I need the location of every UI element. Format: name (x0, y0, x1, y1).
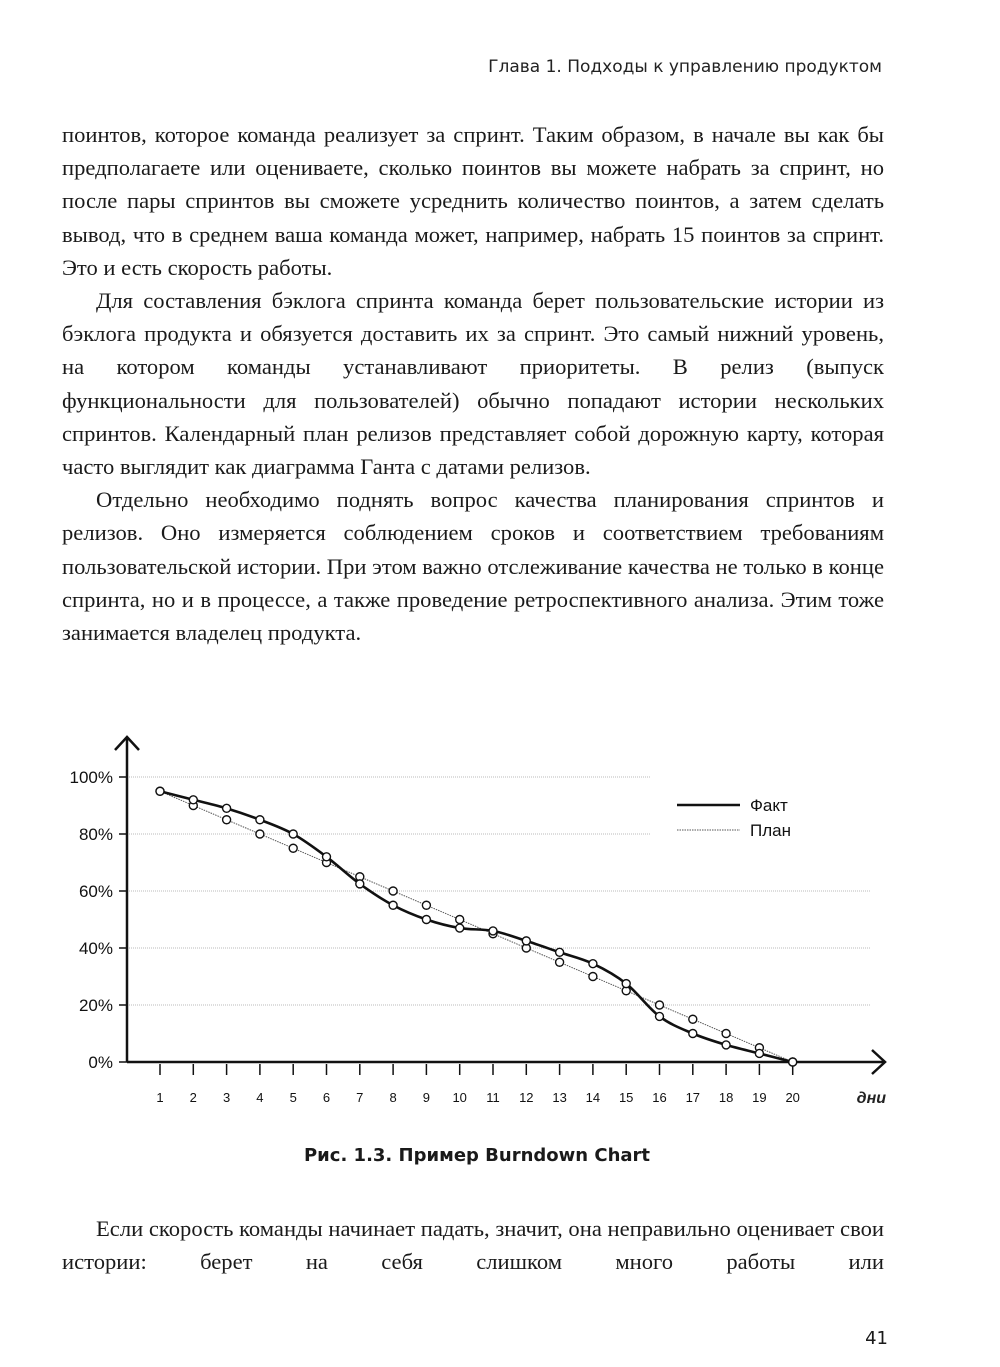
data-point-plan (389, 887, 397, 895)
data-point-fact (589, 960, 597, 968)
data-point-fact (256, 816, 264, 824)
x-tick-label: 11 (486, 1090, 500, 1105)
data-point-fact (489, 927, 497, 935)
legend (677, 796, 791, 840)
data-point-plan (722, 1030, 730, 1038)
x-tick-label: 15 (618, 1090, 634, 1105)
data-point-plan (556, 958, 564, 966)
data-point-plan (223, 816, 231, 824)
y-tick-label: 100% (69, 768, 113, 787)
running-head: Глава 1. Подходы к управлению продуктом (488, 57, 882, 77)
data-point-fact (156, 787, 164, 795)
y-tick-label: 80% (78, 825, 113, 844)
x-tick-label: 8 (389, 1090, 397, 1105)
x-tick-label: 7 (356, 1090, 364, 1105)
data-point-plan (289, 844, 297, 852)
axes (115, 737, 885, 1074)
legend-label-plan: План (750, 821, 791, 840)
page-number: 41 (865, 1328, 888, 1349)
data-point-plan (589, 973, 597, 981)
data-point-fact (456, 924, 464, 932)
data-point-fact (389, 901, 397, 909)
x-tick-label: 18 (718, 1090, 734, 1105)
data-point-fact (289, 830, 297, 838)
x-tick-label: 5 (289, 1090, 297, 1105)
data-point-fact (323, 853, 331, 861)
x-tick-label: 2 (189, 1090, 197, 1105)
data-point-plan (456, 916, 464, 924)
series-line-plan (160, 791, 793, 1062)
data-point-fact (722, 1041, 730, 1049)
data-point-fact (789, 1058, 797, 1066)
x-tick-label: 14 (585, 1090, 601, 1105)
data-point-plan (422, 901, 430, 909)
paragraph: Отдельно необходимо поднять вопрос качества планирования спринтов и релизов. Оно измеряется соблюдением сроков и соответствием требованиям пользовательской истории. При этом важно отслеживание качества не только в конце спринта, но и в процессе, а также проведение ретроспективного анализа. Этим тоже занимается владелец продукта. (62, 487, 884, 646)
data-point-fact (689, 1030, 697, 1038)
y-tick-label: 40% (78, 939, 113, 958)
data-point-fact (422, 916, 430, 924)
x-tick-label: 19 (752, 1090, 767, 1105)
x-tick-label: 4 (256, 1090, 264, 1105)
data-point-fact (622, 980, 630, 988)
paragraph: Если скорость команды начинает падать, значит, она неправильно оценивает свои истории: берет на себя слишком много работы или (62, 1216, 884, 1275)
x-tick-label: 12 (519, 1090, 534, 1105)
data-point-fact (189, 796, 197, 804)
x-tick-label: 16 (652, 1090, 667, 1105)
data-point-plan (256, 830, 264, 838)
x-tick-label: 3 (222, 1090, 231, 1105)
legend-label-fact: Факт (750, 796, 788, 815)
x-tick-label: 6 (322, 1090, 331, 1105)
data-point-plan (656, 1001, 664, 1009)
x-tick-label: 1 (156, 1090, 164, 1105)
figure-caption: Рис. 1.3. Пример Burndown Chart (303, 1145, 651, 1166)
x-tick-label: 20 (785, 1090, 800, 1105)
y-tick-label: 20% (78, 996, 113, 1015)
x-tick-label: 17 (685, 1090, 701, 1105)
x-axis-label: дни (856, 1090, 886, 1107)
y-tick-label: 60% (78, 882, 113, 901)
body-text-bottom (62, 1212, 884, 1278)
x-tick-label: 9 (422, 1090, 431, 1105)
paragraph: поинтов, которое команда реализует за спринт. Таким образом, в начале вы как бы предполагаете или оцениваете, сколько поинтов вы можете набрать за спринт, но после пары спринтов вы сможете усреднить количество поинтов, а затем сделать вывод, что в среднем ваша команда может, например, набрать 15 поинтов за спринт. Это и есть скорость работы. (62, 122, 884, 280)
y-tick-label: 0% (88, 1053, 113, 1072)
data-point-fact (556, 948, 564, 956)
data-point-fact (755, 1049, 763, 1057)
data-point-fact (656, 1012, 664, 1020)
x-tick-label: 13 (552, 1090, 567, 1105)
data-point-fact (223, 804, 231, 812)
paragraph: Для составления бэклога спринта команда берет пользовательские истории из бэклога продукта и обязуется доставить их за спринт. Это самый нижний уровень, на котором команды устанавливают приоритеты. В релиз (выпуск функциональности для пользователей) обычно попадают истории нескольких спринтов. Календарный план релизов представляет собой дорожную карту, которая часто выглядит как диаграмма Ганта с датами релизов. (62, 288, 884, 480)
data-point-plan (689, 1015, 697, 1023)
data-point-fact (522, 937, 530, 945)
data-point-fact (356, 880, 364, 888)
x-tick-label: 10 (452, 1090, 467, 1105)
